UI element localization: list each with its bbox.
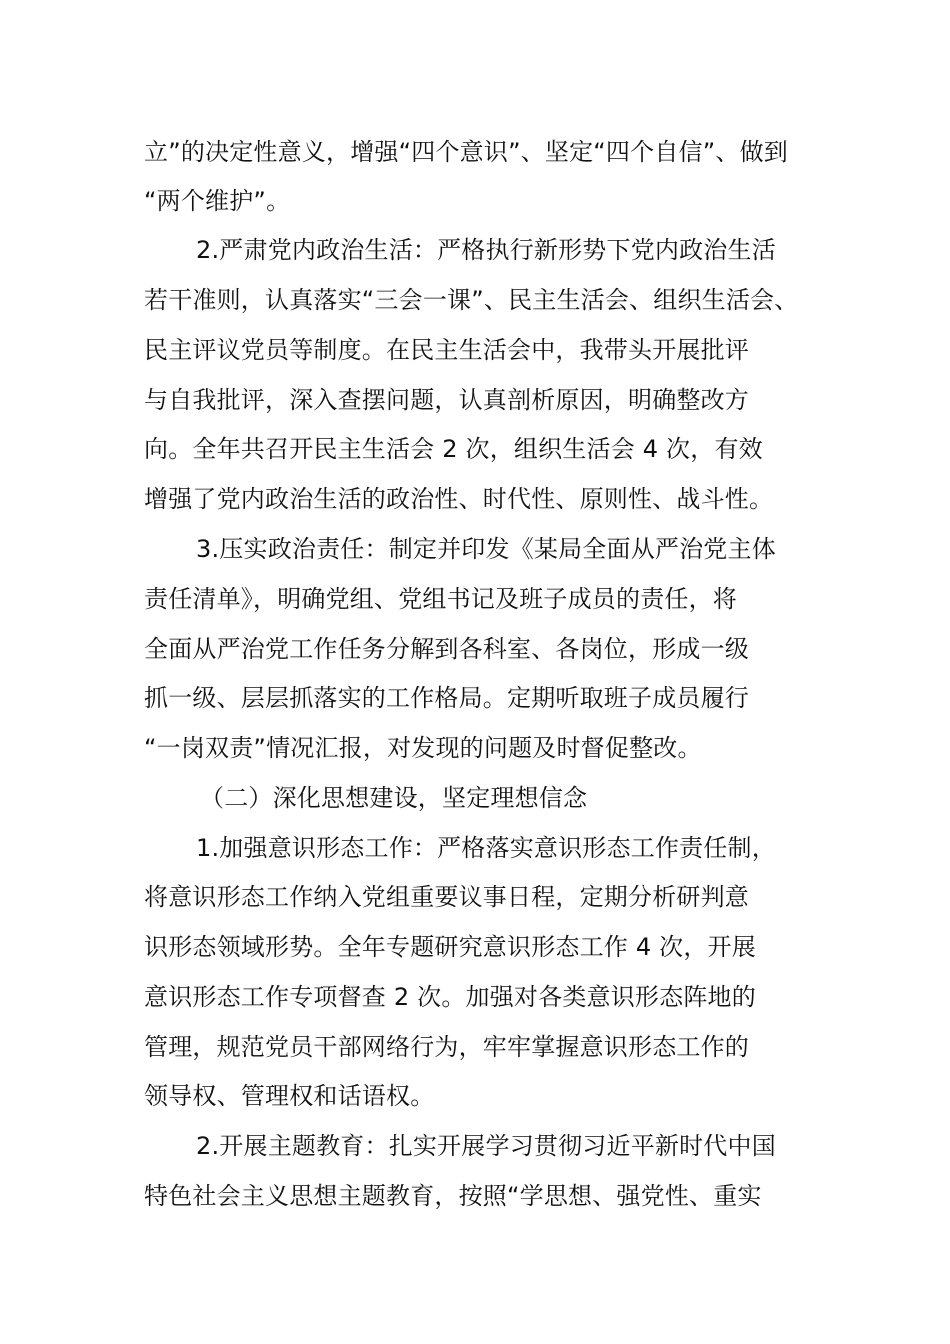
- paragraph-start-line: 3.压实政治责任：制定并印发《某局全面从严治党主体: [196, 535, 776, 563]
- text-line: 若干准则，认真落实“三会一课”、民主生活会、组织生活会、: [144, 286, 799, 314]
- text-line: 特色社会主义思想主题教育，按照“学思想、强党性、重实: [144, 1182, 762, 1210]
- text-line: 领导权、管理权和话语权。: [144, 1082, 435, 1110]
- paragraph-start-line: 2.严肃党内政治生活：严格执行新形势下党内政治生活: [196, 236, 776, 264]
- text-line: 抓一级、层层抓落实的工作格局。定期听取班子成员履行: [144, 684, 749, 712]
- text-line: “两个维护”。: [144, 187, 291, 215]
- text-line: 民主评议党员等制度。在民主生活会中，我带头开展批评: [144, 336, 749, 364]
- text-line: 将意识形态工作纳入党组重要议事日程，定期分析研判意: [144, 883, 749, 911]
- text-line: 向。全年共召开民主生活会 2 次，组织生活会 4 次，有效: [144, 435, 763, 463]
- text-line: 与自我批评，深入查摆问题，认真剖析原因，明确整改方: [144, 386, 749, 414]
- text-line: 责任清单》，明确党组、党组书记及班子成员的责任，将: [144, 585, 737, 613]
- text-line: 增强了党内政治生活的政治性、时代性、原则性、战斗性。: [144, 485, 774, 513]
- paragraph-start-line: 1.加强意识形态工作：严格落实意识形态工作责任制，: [196, 834, 776, 862]
- text-line: 全面从严治党工作任务分解到各科室、各岗位，形成一级: [144, 635, 749, 663]
- paragraph-start-line: 2.开展主题教育：扎实开展学习贯彻习近平新时代中国: [196, 1132, 776, 1160]
- section-heading: （二）深化思想建设，坚定理想信念: [200, 784, 588, 812]
- text-line: 意识形态工作专项督查 2 次。加强对各类意识形态阵地的: [144, 983, 756, 1011]
- text-line: “一岗双责”情况汇报，对发现的问题及时督促整改。: [144, 734, 702, 762]
- text-line: 管理，规范党员干部网络行为，牢牢掌握意识形态工作的: [144, 1033, 749, 1061]
- text-line: 立”的决定性意义，增强“四个意识”、坚定“四个自信”、做到: [144, 138, 788, 166]
- text-line: 识形态领域形势。全年专题研究意识形态工作 4 次，开展: [144, 933, 756, 961]
